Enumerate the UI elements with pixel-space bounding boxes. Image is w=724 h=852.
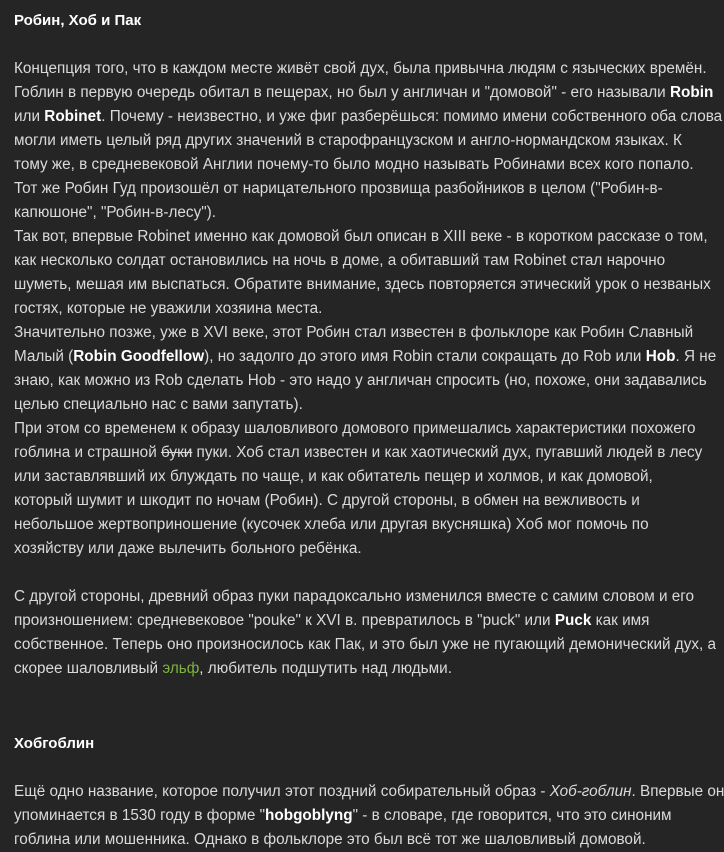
- text-segment: . Почему - неизвестно, и уже фиг разберёшься: помимо имени собственного оба слова: [101, 108, 723, 125]
- text-segment: шуметь, мешая им выспаться. Обратите внимание, здесь повторяется этический урок о незваных: [14, 276, 711, 293]
- text-segment: или: [14, 108, 45, 125]
- paragraph-gap: [14, 561, 684, 585]
- text-line: [14, 201, 684, 225]
- text-line: [14, 129, 684, 153]
- bold-term: hobgoblyng: [265, 807, 353, 824]
- text-segment: гоблина или мошенника. Однако в фольклоре это был всё тот же шаловливый домовой.: [14, 831, 646, 848]
- text-segment: целью специально нас с вами запутать).: [14, 396, 303, 413]
- text-segment: гоблина и страшной: [14, 444, 161, 461]
- text-segment: произношением: средневековое "pouke" к XVI в. превратилось в "puck" или: [14, 612, 555, 629]
- text-segment: , любитель подшутить над людьми.: [199, 660, 452, 677]
- text-line: [14, 177, 684, 201]
- spacer: [14, 681, 684, 705]
- spacer: [14, 33, 684, 57]
- text-segment: С другой стороны, древний образ пуки парадоксально изменился вместе с самим словом и его: [14, 588, 695, 605]
- text-line: [14, 321, 694, 345]
- text-segment: пуки. Хоб стал известен и как хаотический дух, пугавший людей в лесу: [192, 444, 703, 461]
- struck-word: буки: [161, 444, 193, 461]
- text-segment: Так вот, впервые Robinet именно как домовой был описан в XIII веке - в коротком рассказе о том,: [14, 228, 708, 245]
- text-line: [14, 345, 717, 369]
- text-line: [14, 633, 717, 657]
- text-segment: тому же, в средневековой Англии почему-то было модно называть Робинами всех кого попало.: [14, 156, 694, 173]
- bold-term: Robinet: [44, 108, 102, 125]
- text-segment: ), но задолго до этого имя Robin стали сокращать до Rob или: [204, 348, 646, 365]
- text-segment: Малый (: [14, 348, 74, 365]
- text-segment: капюшоне", "Робин-в-лесу").: [14, 204, 216, 221]
- text-segment: как имя: [591, 612, 650, 629]
- text-line: [14, 609, 684, 633]
- text-line: [14, 489, 684, 513]
- text-segment: Гоблин в первую очередь обитал в пещерах, но был у англичан и "домовой" - его называли: [14, 84, 670, 101]
- text-line: [14, 441, 703, 465]
- text-line: [14, 393, 684, 417]
- text-segment: Значительно позже, уже в XVI веке, этот Робин стал известен в фольклоре как Робин Славный: [14, 324, 694, 341]
- text-line: [14, 225, 708, 249]
- text-segment: который шумит и шкодит по ночам (Робин). С другой стороны, в обмен на вежливость и: [14, 492, 640, 509]
- spacer: [14, 756, 684, 780]
- bold-term: Hob: [645, 348, 676, 365]
- section-body: [14, 780, 724, 852]
- text-segment: упоминается в 1530 году в форме ": [14, 807, 266, 824]
- text-line: [14, 804, 684, 828]
- spacer: [14, 705, 684, 729]
- article: [14, 9, 724, 852]
- text-line: [14, 780, 724, 804]
- text-line: [14, 828, 684, 852]
- section-body: [14, 57, 723, 681]
- text-segment: . Я не: [675, 348, 717, 365]
- text-segment: скорее шаловливый: [14, 660, 163, 677]
- text-segment: небольшое жертвоприношение (кусочек хлеба или другая вкусняшка) Хоб мог помочь по: [14, 516, 649, 533]
- text-segment: гостях, которые не уважили хозяина места.: [14, 300, 323, 317]
- text-line: [14, 369, 707, 393]
- text-line: [14, 513, 684, 537]
- text-line: [14, 417, 696, 441]
- text-line: [14, 273, 711, 297]
- bold-term: Puck: [554, 612, 592, 629]
- text-segment: или заставлявший их блуждать по чаще, и как обитатель пещер и холмов, и как домовой,: [14, 468, 653, 485]
- text-line: [14, 105, 723, 129]
- text-line: [14, 249, 684, 273]
- bold-term: Robin: [669, 84, 714, 101]
- text-segment: Ещё одно название, которое получил этот поздний собирательный образ -: [14, 783, 550, 800]
- section-title: Хобгоблин: [14, 735, 95, 752]
- bold-term: Robin Goodfellow: [73, 348, 205, 365]
- text-line: [14, 465, 684, 489]
- italic-term: Хоб-гоблин: [549, 783, 632, 800]
- text-segment: Концепция того, что в каждом месте живёт свой дух, была привычна людям с языческих времён.: [14, 60, 707, 77]
- text-line: [14, 57, 707, 81]
- text-line: [14, 81, 714, 105]
- text-segment: могли иметь целый ряд других значений в старофранцузском и англо-нормандском языках. К: [14, 132, 682, 149]
- text-segment: При этом со временем к образу шаловливого домового примешались характеристики похожего: [14, 420, 696, 437]
- text-segment: собственное. Теперь оно произносилось как Пак, и это был уже не пугающий демонический дух, а: [14, 636, 717, 653]
- text-segment: . Впервые он: [631, 783, 724, 800]
- text-segment: хозяйству или даже вылечить больного ребёнка.: [14, 540, 362, 557]
- text-segment: знаю, как можно из Rob сделать Hob - это надо у англичан спросить (но, похоже, они задавались: [14, 372, 707, 389]
- elf-link[interactable]: эльф: [162, 660, 200, 677]
- text-line: [14, 537, 684, 561]
- text-segment: как несколько солдат остановились на ночь в доме, а обитавший там Robinet стал нарочно: [14, 252, 666, 269]
- text-line: [14, 297, 684, 321]
- text-segment: Тот же Робин Гуд произошёл от нарицательного прозвища разбойников в целом ("Робин-в-: [14, 180, 663, 197]
- text-line: [14, 585, 695, 609]
- text-segment: " - в словаре, где говорится, что это синоним: [352, 807, 672, 824]
- text-line: [14, 153, 694, 177]
- section-title: Робин, Хоб и Пак: [14, 12, 142, 29]
- text-line: [14, 657, 684, 681]
